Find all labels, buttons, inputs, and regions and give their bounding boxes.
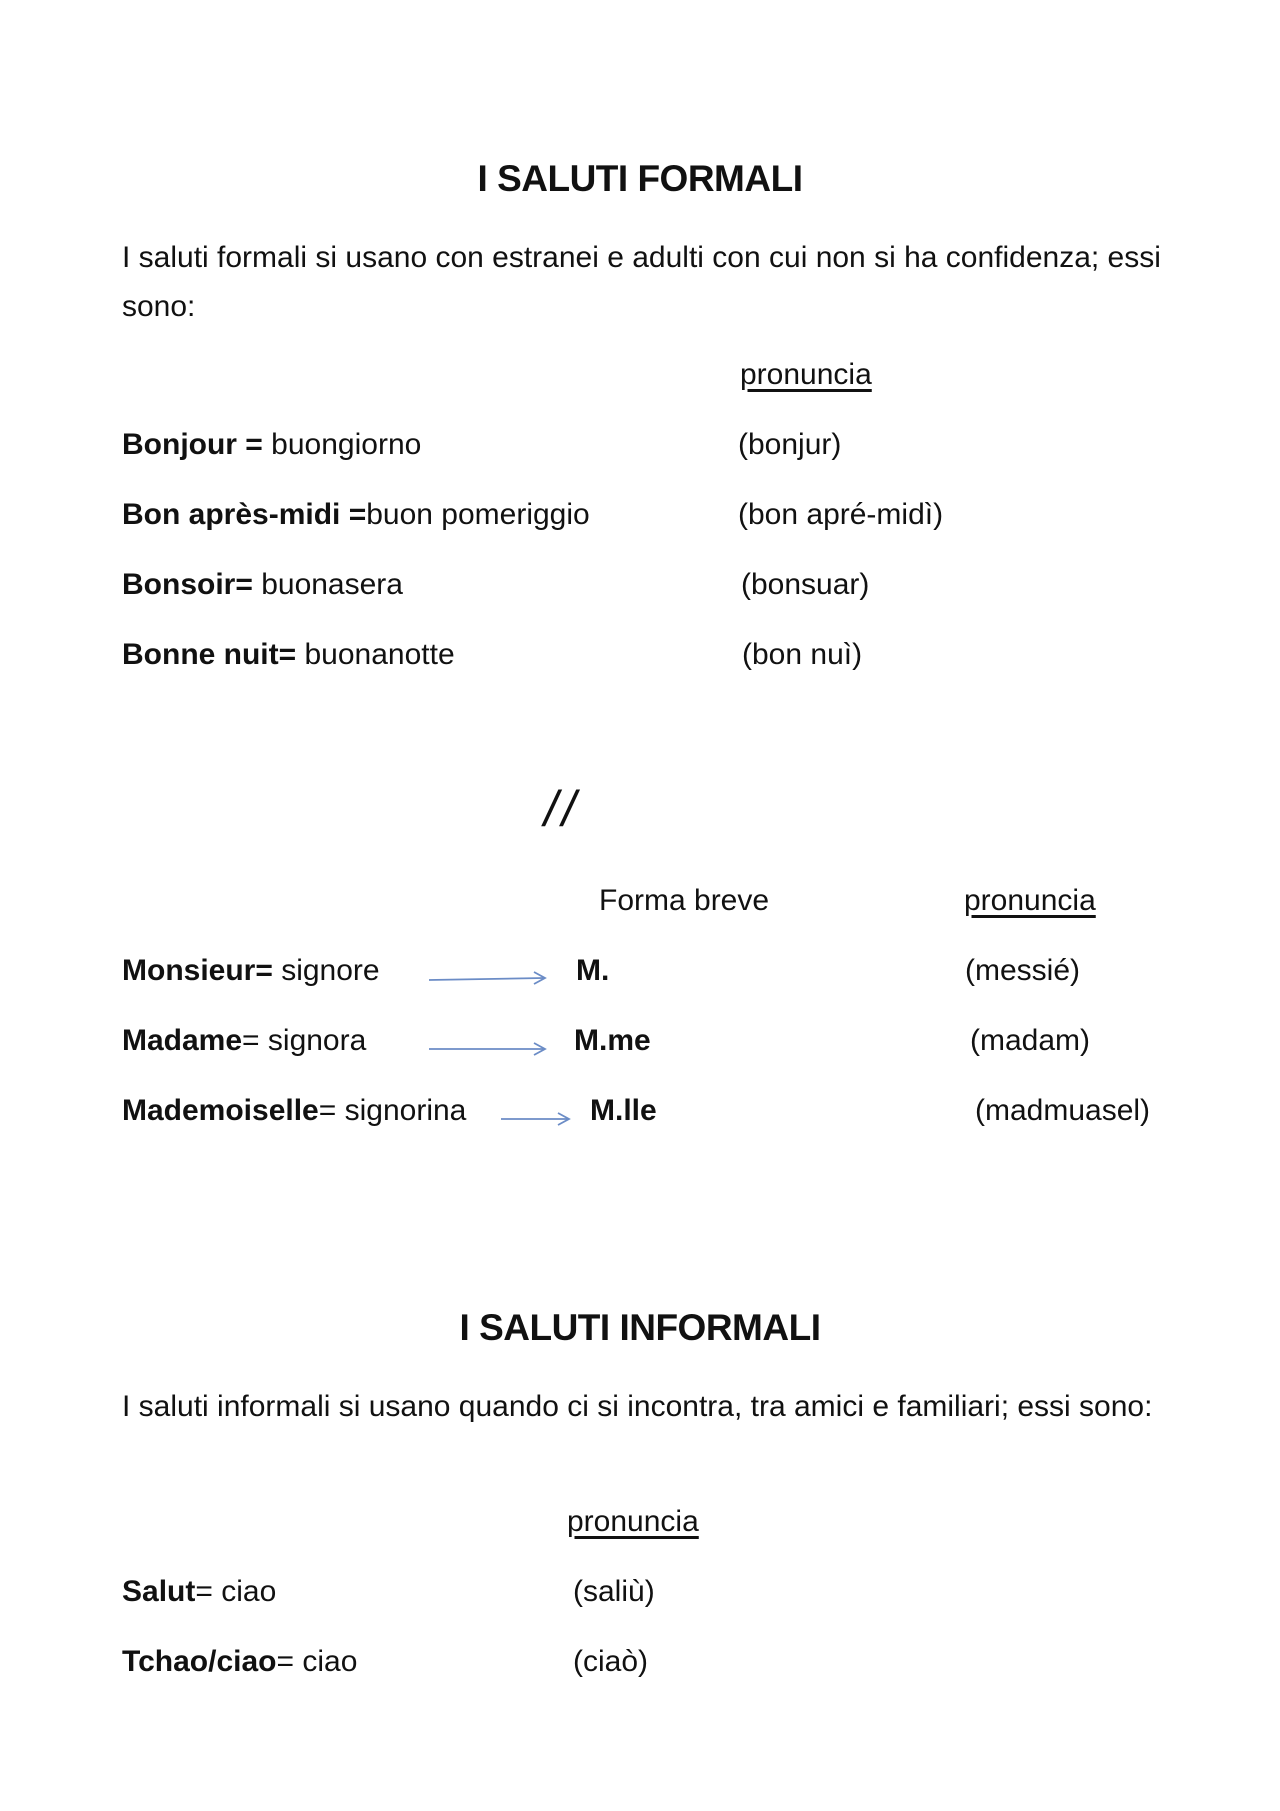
formal-meaning: buongiorno bbox=[262, 428, 422, 461]
formal-row-4 bbox=[122, 638, 455, 672]
formal-term: Bonjour = bbox=[122, 428, 263, 461]
formal-row-2 bbox=[122, 498, 590, 532]
title-term: Mademoiselle bbox=[122, 1094, 319, 1127]
separator-mark: // bbox=[544, 781, 580, 837]
titles-pron-header: pronuncia bbox=[964, 884, 1096, 917]
informal-row-2 bbox=[122, 1645, 357, 1679]
title-term: Madame bbox=[122, 1024, 243, 1057]
formal-pron-3: (bonsuar) bbox=[741, 568, 870, 601]
informal-meaning: = ciao bbox=[276, 1645, 358, 1678]
informal-intro: I saluti informali si usano quando ci si incontra, tra amici e familiari; essi sono: bbox=[122, 1390, 1153, 1423]
informal-term: Salut bbox=[122, 1575, 196, 1608]
arrow-icon bbox=[428, 1039, 548, 1059]
titles-pron-2: (madam) bbox=[970, 1024, 1091, 1057]
formal-pron-header: pronuncia bbox=[740, 358, 872, 391]
formal-term: Bonne nuit= bbox=[122, 638, 297, 671]
title-term: Monsieur= bbox=[122, 954, 273, 987]
title-meaning: = signorina bbox=[318, 1094, 467, 1127]
titles-pron-3: (madmuasel) bbox=[975, 1094, 1151, 1127]
short-form-3 bbox=[590, 1094, 657, 1128]
formal-meaning: buon pomeriggio bbox=[366, 498, 590, 531]
short-form-1 bbox=[576, 954, 609, 988]
formal-term: Bonsoir= bbox=[122, 568, 253, 601]
informal-title: I SALUTI INFORMALI bbox=[459, 1307, 821, 1348]
titles-pron-1: (messié) bbox=[965, 954, 1081, 987]
formal-pron-4: (bon nuì) bbox=[742, 638, 863, 671]
informal-pron-2: (ciaò) bbox=[573, 1645, 649, 1678]
informal-row-1 bbox=[122, 1575, 276, 1609]
title-row-3 bbox=[122, 1094, 466, 1128]
title-meaning: = signora bbox=[242, 1024, 367, 1057]
informal-meaning: = ciao bbox=[195, 1575, 277, 1608]
short-form-text: M. bbox=[576, 954, 610, 987]
formal-meaning: buonasera bbox=[252, 568, 403, 601]
formal-meaning: buonanotte bbox=[296, 638, 455, 671]
informal-pron-1: (saliù) bbox=[573, 1575, 655, 1608]
formal-row-1 bbox=[122, 428, 421, 462]
title-meaning: signore bbox=[272, 954, 380, 987]
formal-pron-2: (bon apré-midì) bbox=[738, 498, 944, 531]
arrow-icon bbox=[428, 969, 548, 989]
formal-intro: I saluti formali si usano con estranei e adulti con cui non si ha confidenza; essi sono: bbox=[122, 241, 1161, 323]
title-row-2 bbox=[122, 1024, 366, 1058]
short-form-text: M.lle bbox=[590, 1094, 657, 1127]
short-form-2 bbox=[574, 1024, 651, 1058]
formal-term: Bon après-midi = bbox=[122, 498, 367, 531]
formal-title: I SALUTI FORMALI bbox=[477, 158, 803, 199]
short-form-header: Forma breve bbox=[599, 884, 770, 917]
title-row-1 bbox=[122, 954, 380, 988]
short-form-text: M.me bbox=[574, 1024, 651, 1057]
informal-pron-header: pronuncia bbox=[567, 1505, 699, 1538]
formal-pron-1: (bonjur) bbox=[738, 428, 842, 461]
informal-term: Tchao/ciao bbox=[122, 1645, 277, 1678]
formal-row-3 bbox=[122, 568, 403, 602]
arrow-icon bbox=[500, 1109, 572, 1129]
